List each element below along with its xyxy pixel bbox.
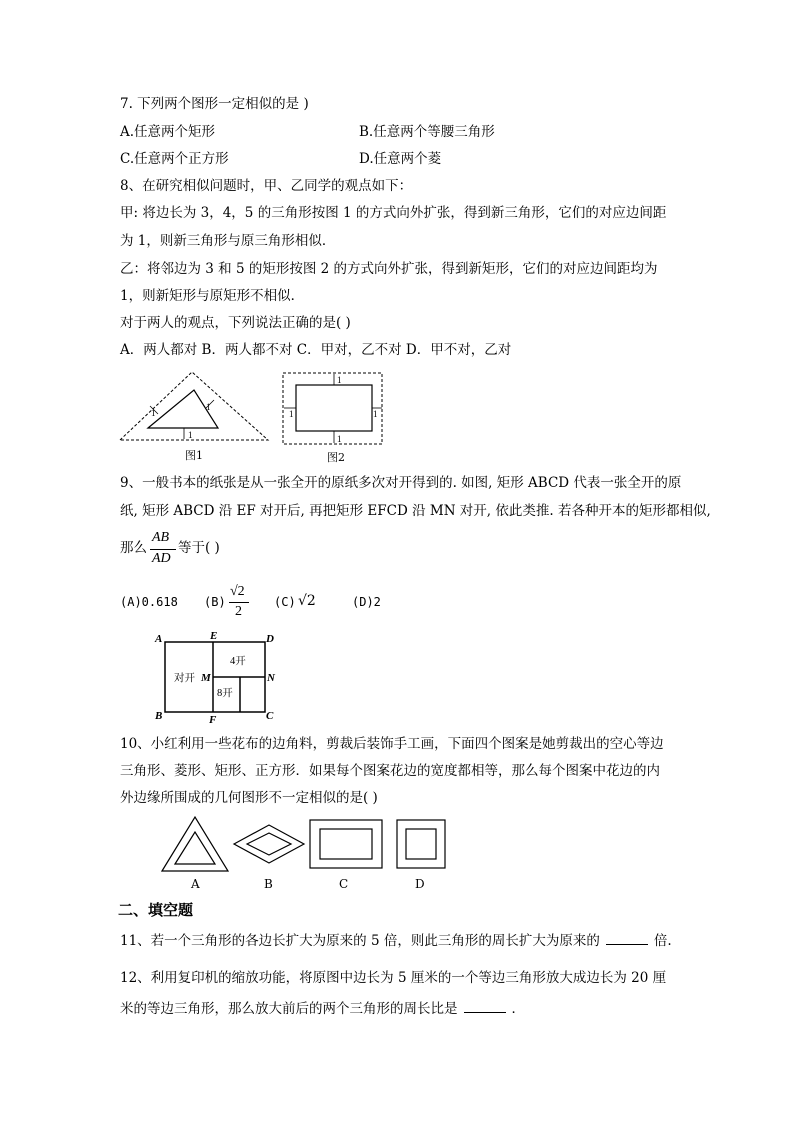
q8-options: A．两人都对 B．两人都不对 C．甲对，乙不对 D．甲不对，乙对 <box>120 342 512 358</box>
q8-fig2-label: 图2 <box>327 451 345 464</box>
q9-suffix: 等于( ) <box>178 540 220 556</box>
q10-figure-d <box>395 818 447 870</box>
q12-line1: 12、利用复印机的缩放功能，将原图中边长为 5 厘米的一个等边三角形放大成边长为 20 厘 <box>120 970 667 986</box>
q10-line2: 三角形、菱形、矩形、正方形．如果每个图案花边的宽度都相等，那么每个图案中花边的内 <box>120 763 660 779</box>
q10-figure-b <box>232 823 306 865</box>
q9-option-b-denominator: 2 <box>235 604 242 619</box>
q11-answer-blank[interactable] <box>606 932 648 945</box>
q8-stem: 8、在研究相似问题时，甲、乙同学的观点如下： <box>120 178 413 194</box>
q7-option-c: C.任意两个正方形 <box>120 151 229 167</box>
q8-figure-1 <box>118 370 270 442</box>
inner-rhombus <box>247 833 291 855</box>
q7-option-d: D.任意两个菱 <box>359 151 442 167</box>
q10-figure-c <box>308 818 384 870</box>
label-c: C <box>266 710 274 722</box>
inner-rectangle <box>296 385 372 431</box>
fig1-gap-right: 1 <box>206 402 211 412</box>
q10-label-d: D <box>415 877 425 891</box>
q10-label-c: C <box>339 877 349 891</box>
q9-option-b-numerator: √2 <box>230 584 245 599</box>
q9-line1: 9、一般书本的纸张是从一张全开的原纸多次对开得到的. 如图, 矩形 ABCD 代表一张全开的原 <box>120 475 682 491</box>
q7-option-a: A.任意两个矩形 <box>120 124 216 140</box>
q9-option-a: (A)0.618 <box>120 595 178 609</box>
q9-prefix: 那么 <box>120 540 147 556</box>
q9-line2: 纸, 矩形 ABCD 沿 EF 对开后, 再把矩形 EFCD 沿 MN 对开, 依此类推. 若各种开本的矩形都相似, <box>120 503 711 519</box>
q10-line3: 外边缘所围成的几何图形不一定相似的是( ) <box>120 790 378 806</box>
label-4k: 4开 <box>230 656 246 667</box>
q8-jia-line2: 为 1，则新三角形与原三角形相似． <box>120 233 336 249</box>
outer-triangle <box>120 372 268 440</box>
label-n: N <box>267 672 275 684</box>
fig2-gap-bottom: 1 <box>337 434 342 444</box>
q12-answer-blank[interactable] <box>464 1000 506 1013</box>
label-d: D <box>266 633 274 645</box>
q7-stem: 7. 下列两个图形一定相似的是 ) <box>120 96 309 112</box>
q9-option-d: (D)2 <box>352 595 381 609</box>
label-f: F <box>209 714 217 725</box>
q10-label-b: B <box>264 877 273 891</box>
q9-option-c: (C) <box>274 595 296 609</box>
q8-yi-line2: 1，则新矩形与原矩形不相似． <box>120 288 305 304</box>
inner-triangle <box>175 832 215 864</box>
fig1-gap-left: 1 <box>151 408 156 418</box>
section-2-title: 二、填空题 <box>118 901 194 919</box>
q12-line2 <box>120 1000 525 1017</box>
q7-option-b: B.任意两个等腰三角形 <box>359 124 495 140</box>
q12-body: 米的等边三角形，那么放大前后的两个三角形的周长比是 <box>120 1001 458 1017</box>
outer-triangle <box>162 817 228 871</box>
q9-option-b-bar <box>229 602 249 603</box>
outer-rectangle <box>283 373 382 444</box>
q9-fraction-bar <box>150 549 176 550</box>
q8-yi-line1: 乙：将邻边为 3 和 5 的矩形按图 2 的方式向外扩张，得到新矩形，它们的对应边间距均为 <box>120 261 658 277</box>
fig1-gap-bottom: 1 <box>188 430 193 440</box>
q8-ask: 对于两人的观点，下列说法正确的是( ) <box>120 315 351 331</box>
q8-fig1-label: 图1 <box>185 449 203 462</box>
outer-square <box>397 820 445 868</box>
outer-rhombus <box>234 825 304 863</box>
q10-line1: 10、小红利用一些花布的边角料，剪裁后装饰手工画，下面四个图案是她剪裁出的空心等边 <box>120 736 664 752</box>
label-e: E <box>210 630 218 642</box>
outer-rectangle <box>310 820 382 868</box>
q8-figure-2 <box>282 372 384 446</box>
q9-figure <box>150 630 280 725</box>
label-8k: 8开 <box>217 688 233 699</box>
q11-text <box>120 932 672 949</box>
q12-tail: ． <box>511 1001 525 1017</box>
q10-figure-a <box>160 815 230 873</box>
label-half: 对开 <box>174 673 195 684</box>
q9-fraction-numerator: AB <box>152 530 170 545</box>
q11-tail: 倍. <box>653 933 672 949</box>
q11-body: 11、若一个三角形的各边长扩大为原来的 5 倍，则此三角形的周长扩大为原来的 <box>120 933 600 949</box>
label-a: A <box>155 633 163 645</box>
fig2-gap-top: 1 <box>337 375 342 385</box>
fig2-gap-left: 1 <box>289 409 294 419</box>
q9-option-b: (B) <box>204 595 226 609</box>
label-m: M <box>201 672 211 684</box>
q9-fraction-denominator: AD <box>152 551 171 566</box>
q9-option-c-value: √2 <box>298 593 316 609</box>
fig2-gap-right: 1 <box>373 409 378 419</box>
q10-label-a: A <box>191 877 200 891</box>
inner-square <box>406 829 436 859</box>
q8-jia-line1: 甲: 将边长为 3，4，5 的三角形按图 1 的方式向外扩张，得到新三角形，它们的对应边间距 <box>120 205 667 221</box>
inner-rectangle <box>320 829 372 859</box>
label-b: B <box>155 710 163 722</box>
